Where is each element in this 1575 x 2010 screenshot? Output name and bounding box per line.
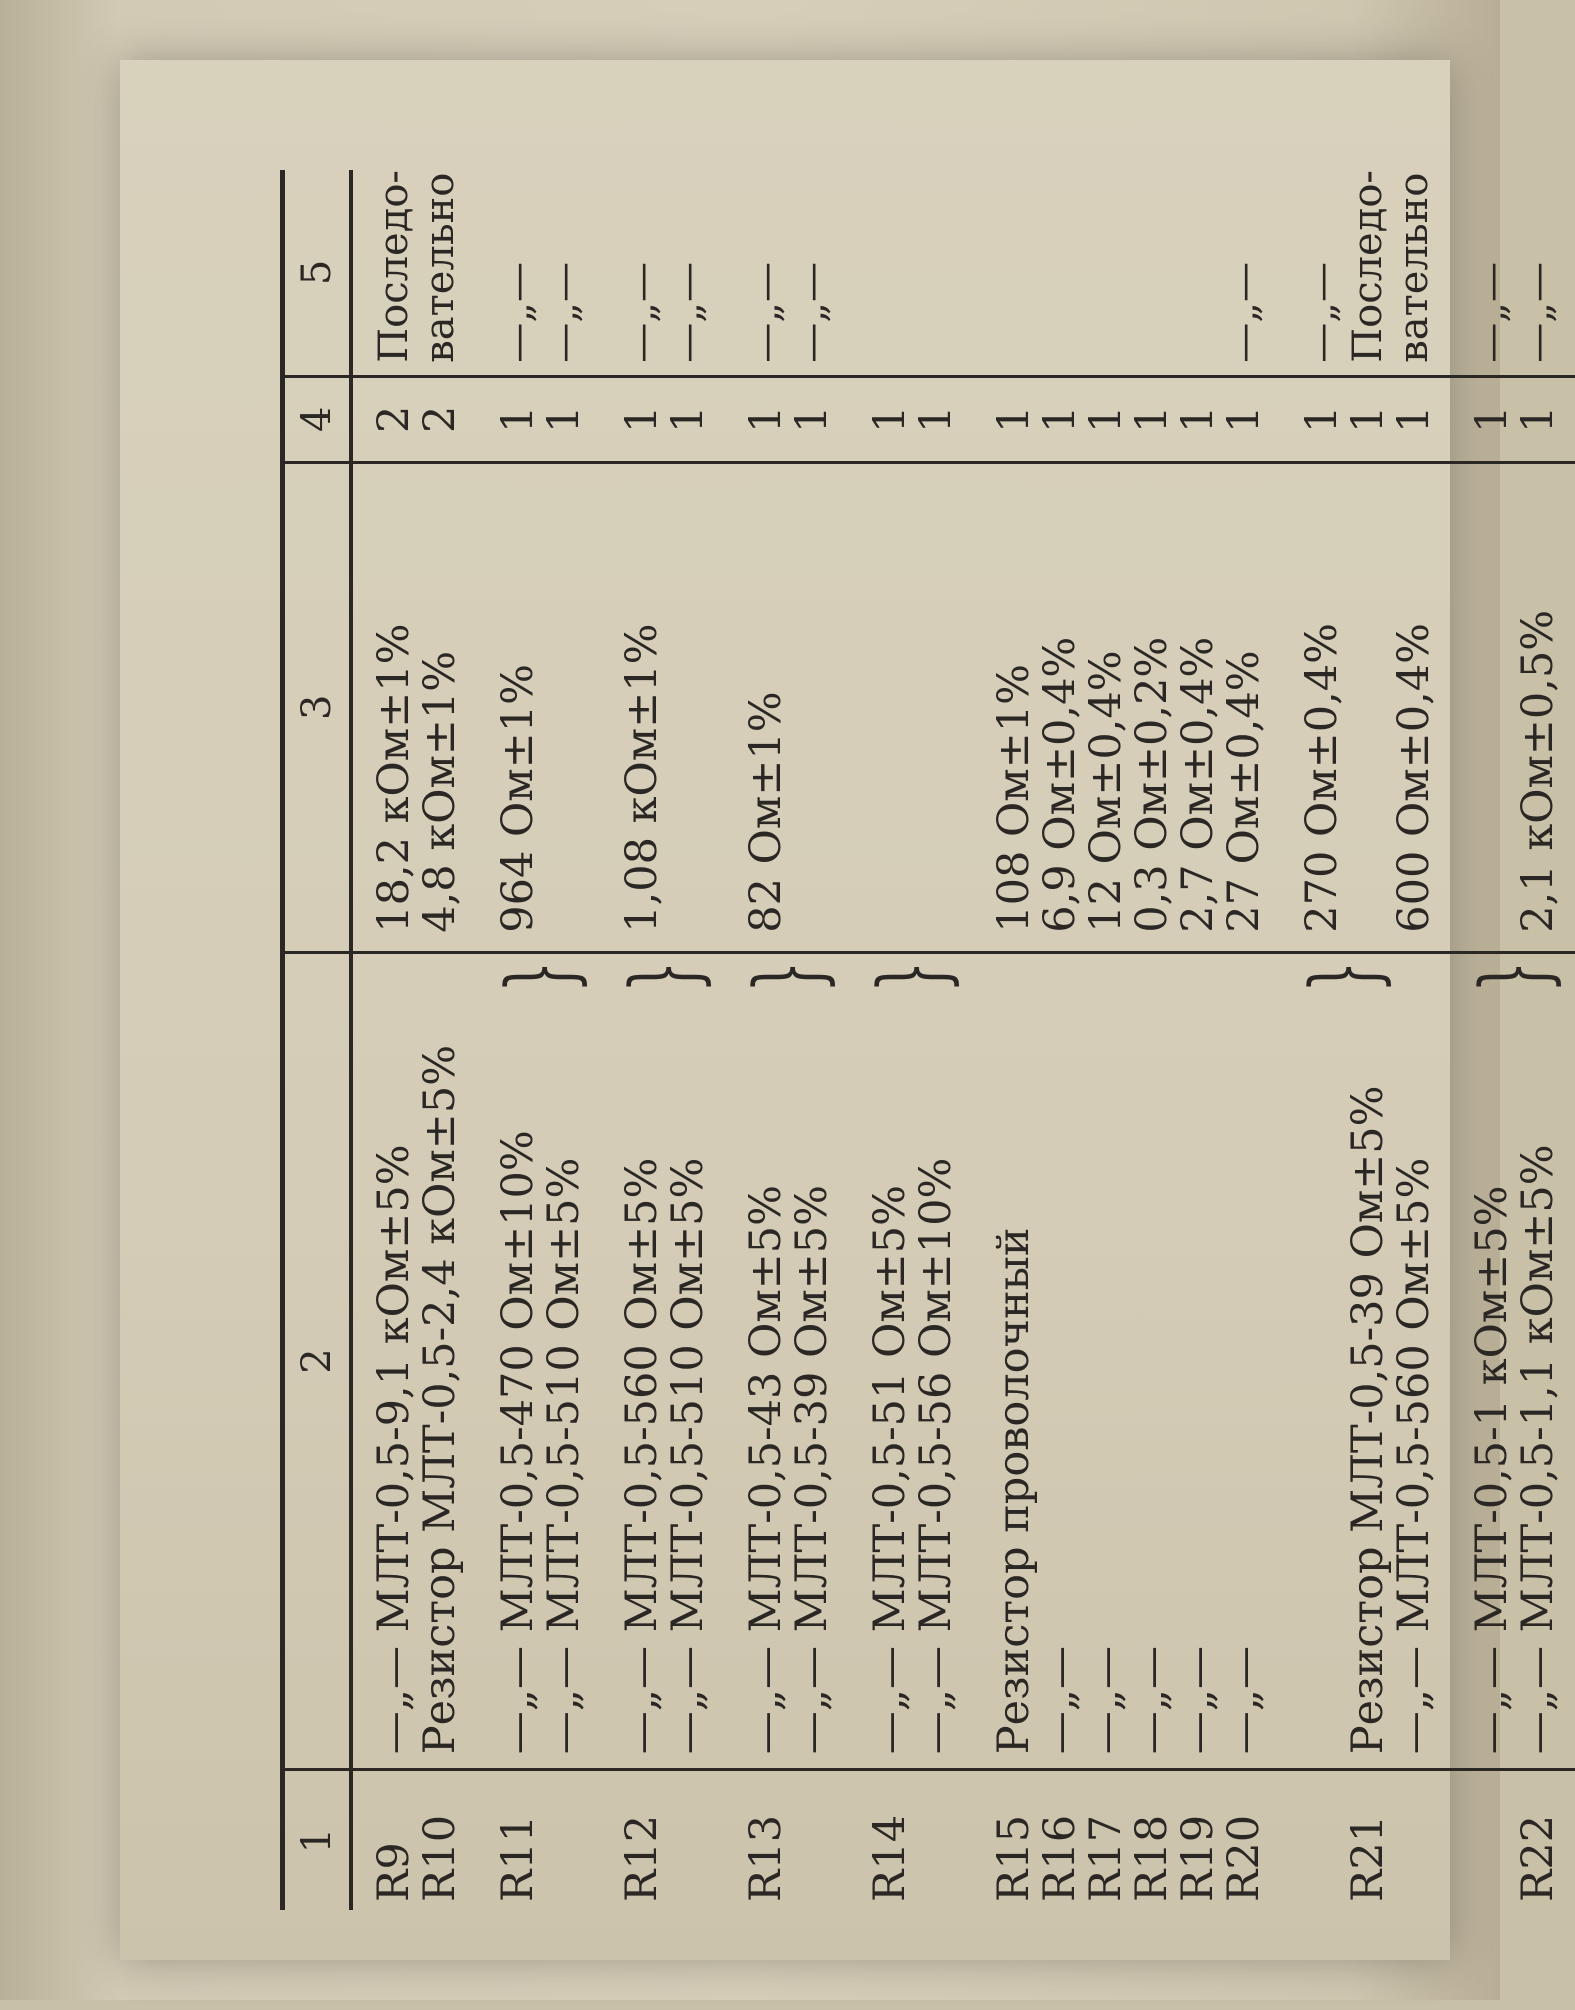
ref-cell bbox=[351, 1770, 477, 1910]
part-text: —„— bbox=[1127, 1646, 1177, 1755]
value-cell bbox=[351, 462, 477, 952]
ref-text: R16 bbox=[1035, 1814, 1085, 1902]
value-text bbox=[913, 464, 959, 933]
ref-text: R11 bbox=[493, 1814, 543, 1902]
part-text: —„— МЛТ-0,5-1 кОм±5% } bbox=[1461, 960, 1568, 1755]
note-text bbox=[991, 170, 1037, 363]
group-brace-icon: } bbox=[1461, 960, 1568, 994]
qty-text: 1 bbox=[741, 405, 791, 433]
ref-text: R17 bbox=[1081, 1814, 1131, 1902]
ref-text: R12 bbox=[617, 1814, 667, 1902]
part-text: —„— bbox=[1219, 1646, 1269, 1755]
qty-text: 2 bbox=[369, 405, 419, 433]
ref-cell bbox=[1451, 1770, 1575, 1910]
note-text: —„— bbox=[1469, 262, 1515, 363]
ref-cell bbox=[601, 1770, 725, 1910]
qty-text: 2 bbox=[415, 405, 465, 433]
qty-text: 1 bbox=[989, 405, 1039, 433]
part-text: —„— МЛТ-0,5-560 Ом±5% bbox=[1389, 1157, 1439, 1755]
table-row bbox=[601, 170, 725, 1910]
qty-text: 1 bbox=[1343, 405, 1393, 433]
qty-text: 1 bbox=[911, 405, 961, 433]
note-text bbox=[1129, 170, 1175, 363]
ref-text bbox=[665, 1771, 711, 1902]
header-col-4: 4 bbox=[283, 376, 352, 462]
part-text: —„— bbox=[1081, 1646, 1131, 1755]
note-cell bbox=[725, 170, 849, 376]
ref-text: R14 bbox=[865, 1814, 915, 1902]
part-text: Резистор МЛТ-0,5-2,4 кОм±5% bbox=[415, 1044, 465, 1755]
ref-text: R20 bbox=[1219, 1814, 1269, 1902]
qty-cell bbox=[477, 376, 601, 462]
value-text bbox=[665, 464, 711, 933]
rotated-table-container bbox=[220, 110, 1568, 2010]
note-cell bbox=[1281, 170, 1451, 376]
value-text bbox=[1345, 464, 1391, 933]
table-row bbox=[477, 170, 601, 1910]
group-brace-icon: } bbox=[487, 960, 594, 994]
value-text bbox=[1469, 464, 1515, 933]
qty-text: 1 bbox=[1513, 405, 1563, 433]
value-text: 6,9 Ом±0,4% bbox=[1035, 636, 1085, 933]
value-text: 270 Ом±0,4% bbox=[1297, 623, 1347, 933]
value-cell bbox=[849, 462, 973, 952]
note-cell bbox=[351, 170, 477, 376]
header-col-3: 3 bbox=[283, 462, 352, 952]
table-row bbox=[973, 170, 1281, 1910]
ref-text: R13 bbox=[741, 1814, 791, 1902]
qty-text: 1 bbox=[493, 405, 543, 433]
ref-text: R15 bbox=[989, 1814, 1039, 1902]
note-text: —„— bbox=[495, 262, 541, 363]
part-cell bbox=[725, 952, 849, 1770]
header-col-1: 1 bbox=[283, 1770, 352, 1910]
group-brace-icon: } bbox=[735, 960, 842, 994]
qty-text: 1 bbox=[1035, 405, 1085, 433]
note-text: —„— bbox=[789, 262, 835, 363]
part-cell bbox=[601, 952, 725, 1770]
table-row bbox=[1451, 170, 1575, 1910]
value-cell bbox=[973, 462, 1281, 952]
note-text: вательно bbox=[1391, 172, 1437, 363]
value-text: 0,3 Ом±0,2% bbox=[1127, 636, 1177, 933]
table-row bbox=[725, 170, 849, 1910]
value-cell bbox=[1281, 462, 1451, 952]
value-text: 27 Ом±0,4% bbox=[1219, 650, 1269, 933]
note-text: —„— bbox=[1221, 262, 1267, 363]
part-text: —„— МЛТ-0,5-510 Ом±5% bbox=[663, 1157, 713, 1755]
note-cell bbox=[973, 170, 1281, 376]
note-text: —„— bbox=[541, 262, 587, 363]
note-text: —„— bbox=[743, 262, 789, 363]
note-text bbox=[1037, 170, 1083, 363]
group-brace-icon: } bbox=[859, 960, 966, 994]
value-text bbox=[867, 464, 913, 933]
value-text: 18,2 кОм±1% bbox=[369, 623, 419, 933]
note-text: Последо- bbox=[371, 170, 417, 363]
note-text bbox=[1175, 170, 1221, 363]
qty-text: 1 bbox=[617, 405, 667, 433]
ref-cell bbox=[1281, 1770, 1451, 1910]
ref-text: R9 bbox=[369, 1842, 419, 1902]
value-text: 108 Ом±1% bbox=[989, 664, 1039, 933]
qty-text: 1 bbox=[1173, 405, 1223, 433]
table-row bbox=[849, 170, 973, 1910]
note-cell bbox=[1451, 170, 1575, 376]
qty-text: 1 bbox=[1467, 405, 1517, 433]
value-text: 4,8 кОм±1% bbox=[415, 650, 465, 933]
part-cell bbox=[849, 952, 973, 1770]
value-text: 1,08 кОм±1% bbox=[617, 623, 667, 933]
note-text: —„— bbox=[1515, 262, 1561, 363]
value-text bbox=[789, 464, 835, 933]
ref-text: R22 bbox=[1513, 1814, 1563, 1902]
note-text bbox=[867, 170, 913, 363]
ref-text: R19 bbox=[1173, 1814, 1223, 1902]
value-text: 12 Ом±0,4% bbox=[1081, 650, 1131, 933]
table-row bbox=[351, 170, 477, 1910]
part-text: —„— МЛТ-0,5-56 Ом±10% bbox=[911, 1157, 961, 1755]
qty-text: 1 bbox=[865, 405, 915, 433]
part-cell bbox=[351, 952, 477, 1770]
part-cell bbox=[477, 952, 601, 1770]
value-text: 2,1 кОм±0,5% bbox=[1513, 609, 1563, 933]
ref-cell bbox=[849, 1770, 973, 1910]
value-text: 964 Ом±1% bbox=[493, 664, 543, 933]
header-col-2: 2 bbox=[283, 952, 352, 1770]
part-text: —„— МЛТ-0,5-560 Ом±5% } bbox=[611, 960, 718, 1755]
resistor-table bbox=[280, 170, 1575, 1910]
ref-text bbox=[789, 1771, 835, 1902]
ref-text bbox=[1299, 1771, 1345, 1902]
ref-text bbox=[1391, 1771, 1437, 1902]
note-cell bbox=[601, 170, 725, 376]
part-text: —„— МЛТ-0,5-51 Ом±5% } bbox=[859, 960, 966, 1755]
qty-cell bbox=[973, 376, 1281, 462]
qty-text: 1 bbox=[1127, 405, 1177, 433]
part-text: —„— МЛТ-0,5-510 Ом±5% bbox=[539, 1157, 589, 1755]
note-text: вательно bbox=[417, 172, 463, 363]
note-cell bbox=[477, 170, 601, 376]
table-row bbox=[1281, 170, 1451, 1910]
part-text: —„— МЛТ-0,5-39 Ом±5% bbox=[787, 1184, 837, 1755]
part-cell bbox=[1281, 952, 1451, 1770]
value-cell bbox=[477, 462, 601, 952]
part-text: —„— МЛТ-0,5-9,1 кОм±5% bbox=[369, 1144, 419, 1755]
qty-text: 1 bbox=[787, 405, 837, 433]
qty-cell bbox=[725, 376, 849, 462]
qty-text: 1 bbox=[1081, 405, 1131, 433]
ref-cell bbox=[725, 1770, 849, 1910]
part-text: Резистор МЛТ-0,5-39 Ом±5% bbox=[1343, 1085, 1393, 1755]
ref-text bbox=[1469, 1771, 1515, 1902]
header-col-5: 5 bbox=[283, 170, 352, 376]
part-text: —„— bbox=[1173, 1646, 1223, 1755]
note-text bbox=[1083, 170, 1129, 363]
ref-text: R10 bbox=[415, 1814, 465, 1902]
value-text bbox=[541, 464, 587, 933]
part-text: —„— МЛТ-0,5-470 Ом±10% } bbox=[487, 960, 594, 1755]
value-text: 2,7 Ом±0,4% bbox=[1173, 636, 1223, 933]
qty-cell bbox=[351, 376, 477, 462]
ref-text: R21 bbox=[1343, 1814, 1393, 1902]
value-text: 82 Ом±1% bbox=[741, 691, 791, 933]
qty-text: 1 bbox=[1389, 405, 1439, 433]
qty-cell bbox=[1281, 376, 1451, 462]
ref-text bbox=[541, 1771, 587, 1902]
part-text: Резистор проволочный bbox=[989, 1227, 1039, 1755]
group-brace-icon: } bbox=[1291, 960, 1398, 994]
note-text: Последо- bbox=[1345, 170, 1391, 363]
qty-text: 1 bbox=[663, 405, 713, 433]
ref-text: R18 bbox=[1127, 1814, 1177, 1902]
ref-cell bbox=[477, 1770, 601, 1910]
ref-text bbox=[913, 1771, 959, 1902]
note-cell bbox=[849, 170, 973, 376]
qty-text: 1 bbox=[1219, 405, 1269, 433]
part-text: —„— МЛТ-0,5-1,1 кОм±5% bbox=[1513, 1144, 1563, 1755]
part-text: —„— МЛТ-0,5-43 Ом±5% } bbox=[735, 960, 842, 1755]
book-page bbox=[120, 60, 1568, 1960]
group-brace-icon: } bbox=[611, 960, 718, 994]
value-cell bbox=[1451, 462, 1575, 952]
part-cell bbox=[973, 952, 1281, 1770]
note-text: —„— bbox=[665, 262, 711, 363]
value-text: 600 Ом±0,4% bbox=[1389, 623, 1439, 933]
qty-text: 1 bbox=[1297, 405, 1347, 433]
table-body bbox=[351, 170, 1575, 1910]
note-text bbox=[913, 170, 959, 363]
part-cell bbox=[1451, 952, 1575, 1770]
qty-cell bbox=[601, 376, 725, 462]
header-row bbox=[283, 170, 352, 1910]
note-text: —„— bbox=[619, 262, 665, 363]
qty-cell bbox=[1451, 376, 1575, 462]
qty-text: 1 bbox=[539, 405, 589, 433]
note-text: —„— bbox=[1299, 262, 1345, 363]
part-text: —„— bbox=[1035, 1646, 1085, 1755]
value-cell bbox=[601, 462, 725, 952]
value-cell bbox=[725, 462, 849, 952]
ref-cell bbox=[973, 1770, 1281, 1910]
qty-cell bbox=[849, 376, 973, 462]
